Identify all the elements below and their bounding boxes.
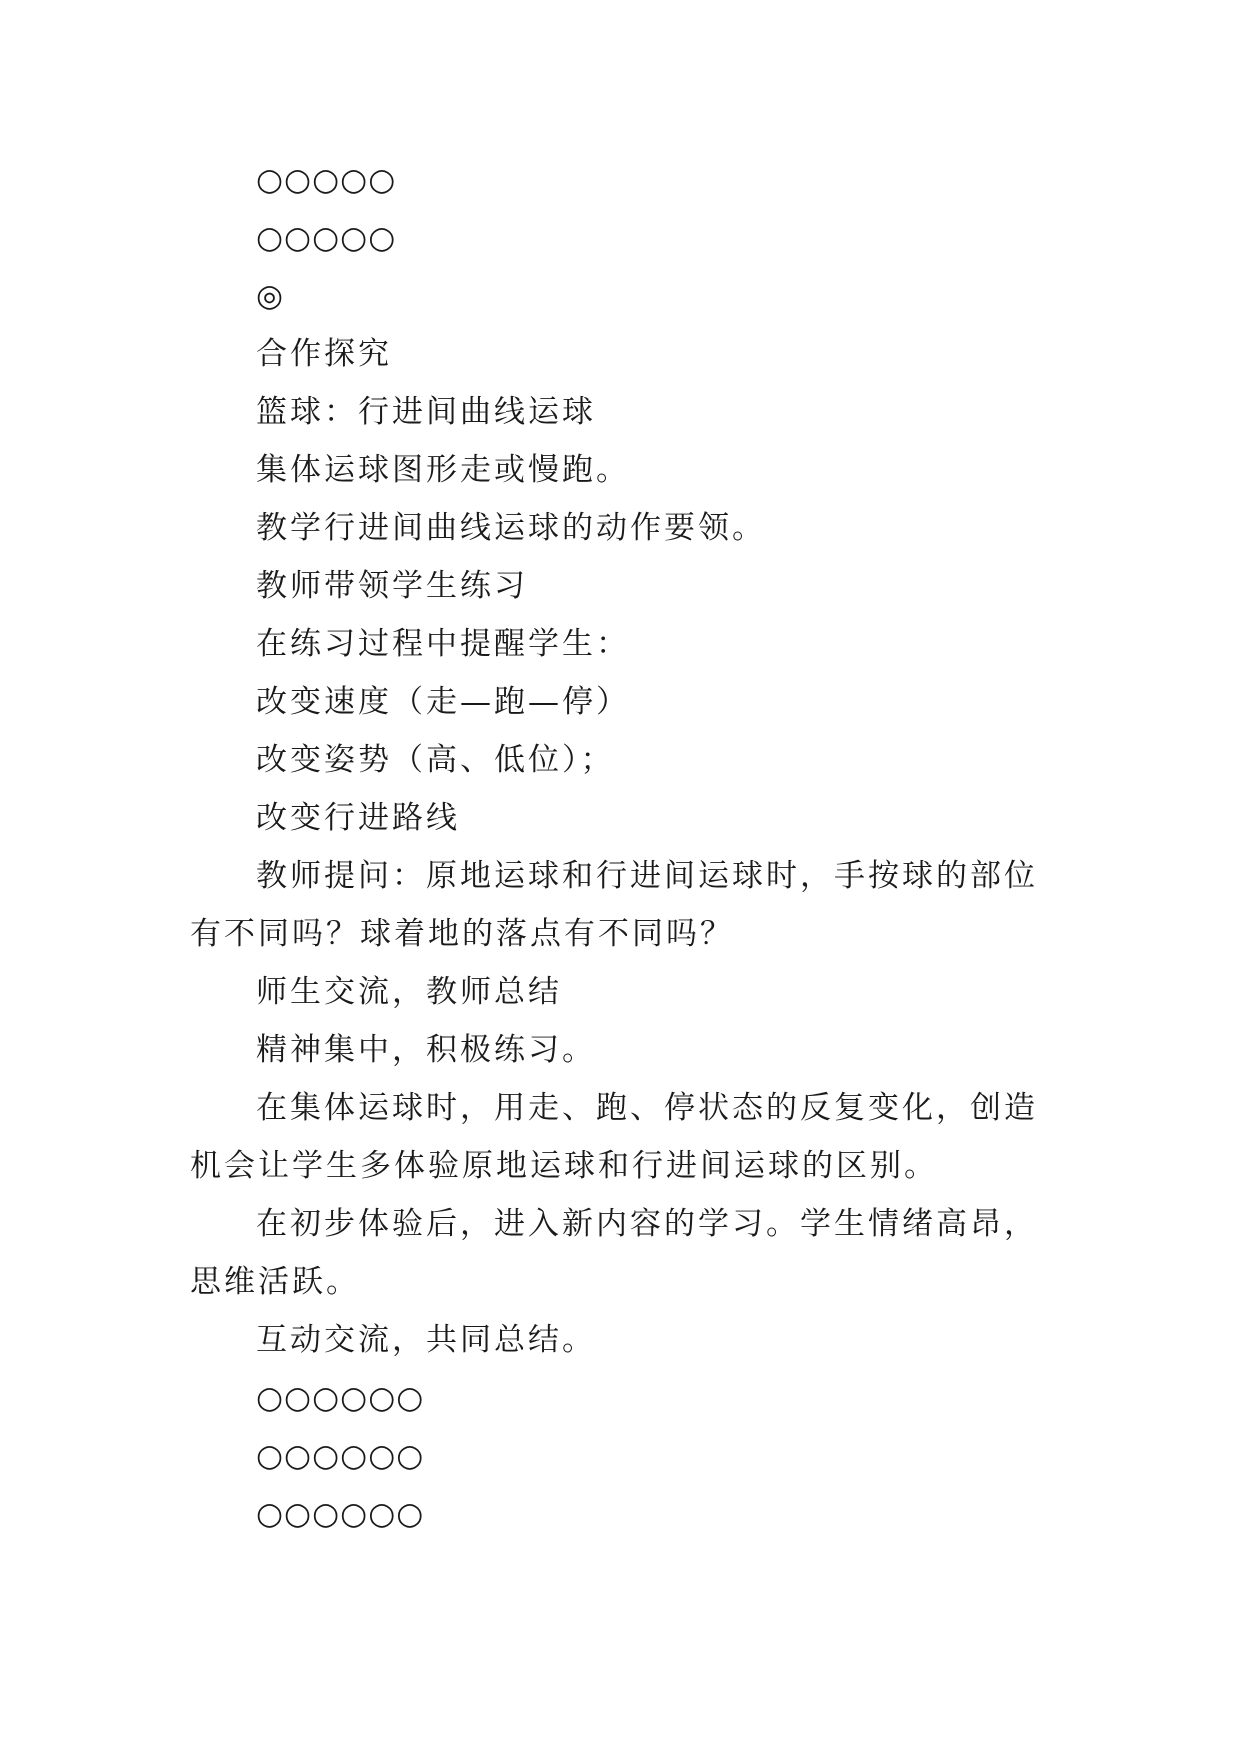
teacher-position-symbol: ◎	[256, 278, 285, 314]
section-heading: 合作探究	[256, 336, 392, 372]
document-body	[190, 151, 1050, 1543]
paragraph: 改变姿势（高、低位）；	[256, 742, 615, 778]
paragraph: 教学行进间曲线运球的动作要领。	[256, 510, 766, 546]
paragraph: 在练习过程中提醒学生：	[256, 626, 630, 662]
paragraph: 改变行进路线	[256, 800, 460, 836]
formation-row: ○○○○○○	[256, 1496, 425, 1532]
formation-row: ○○○○○○	[256, 1438, 425, 1474]
paragraph: 教师提问：原地运球和行进间运球时，手按球的部位有不同吗？球着地的落点有不同吗？	[190, 858, 1038, 952]
formation-row: ○○○○○	[256, 162, 397, 198]
paragraph: 精神集中，积极练习。	[256, 1032, 596, 1068]
paragraph: 师生交流，教师总结	[256, 974, 562, 1010]
formation-row: ○○○○○○	[256, 1380, 425, 1416]
paragraph: 教师带领学生练习	[256, 568, 528, 604]
paragraph: 互动交流，共同总结。	[256, 1322, 596, 1358]
paragraph: 在集体运球时，用走、跑、停状态的反复变化，创造机会让学生多体验原地运球和行进间运球的区别。	[190, 1090, 1038, 1184]
paragraph: 集体运球图形走或慢跑。	[256, 452, 630, 488]
paragraph: 改变速度（走—跑—停）	[256, 684, 630, 720]
paragraph: 在初步体验后，进入新内容的学习。学生情绪高昂，思维活跃。	[190, 1206, 1038, 1300]
paragraph: 篮球：行进间曲线运球	[256, 394, 596, 430]
formation-row: ○○○○○	[256, 220, 397, 256]
